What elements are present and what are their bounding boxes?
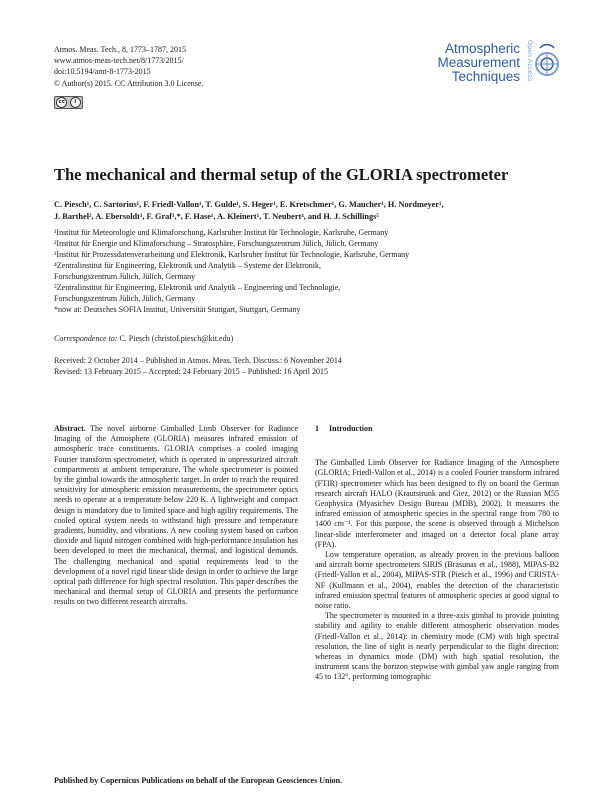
- abstract-text: The novel airborne Gimballed Limb Observer for Radiance Imaging of the Atmosphere (GLORIA) measures infrared emission of atmospheric trace constituents. GLORIA comprises a cooled imaging Fourier transform spectrometer, which is operated in unpressurized aircraft compartments at ambient temperature. The whole spectrometer is pointed by the gimbal towards the atmospheric target. In order to reach the required sensitivity for atmospheric emission measurements, the spectrometer optics needs to operate at a temperature below 220 K. A lightweight and compact design is mandatory due to limited space and high agility requirements. The cooled optical system needs to withstand high pressure and temperature gradients, humidity, and vibrations. A new cooling system based on carbon dioxide and liquid nitrogen combined with high-performance insulation has been developed to meet the mechanical, thermal, and logistical demands. The challenging mechanical and spatial requirements lead to the development of a novel rigid linear slide design in order to achieve the large optical path difference for high spectral resolution. This paper describes the mechanical and thermal setup of GLORIA and presents the performance results on two different research aircrafts.: [54, 424, 298, 607]
- journal-logo: [420, 38, 560, 96]
- section-title: Introduction: [329, 424, 373, 433]
- paper-title: The mechanical and thermal setup of the GLORIA spectrometer: [54, 165, 509, 184]
- abstract: [54, 424, 298, 608]
- cc-license-icon[interactable]: cc i: [54, 96, 83, 109]
- affiliation: ²Institut für Energie und Klimaforschung – Stratosphäre, Forschungszentrum Jülich, Jülich, Germany: [54, 239, 379, 248]
- authors-line-2: J. Barthel², A. Ebersoldt³, F. Graf¹,*, F. Hase¹, A. Kleinert¹, T. Neubert⁴, and H. J. Schillings⁵: [54, 211, 379, 221]
- affiliation: Forschungszentrum Jülich, Jülich, Germany: [54, 294, 196, 303]
- authors-line-1: C. Piesch¹, C. Sartorius¹, F. Friedl-Vallon¹, T. Gulde¹, S. Heger¹, E. Kretschmer¹, G. Maucher¹, H. Nordmeyer¹,: [54, 200, 444, 209]
- affiliations: [54, 227, 564, 315]
- section-number: 1: [315, 424, 319, 433]
- open-access-label: Open Access: [526, 40, 533, 82]
- correspondence-label: Correspondence to:: [54, 334, 118, 343]
- article-metadata: [54, 44, 203, 89]
- section-heading: [315, 424, 559, 434]
- journal-emblem-icon: [534, 38, 560, 90]
- doi[interactable]: doi:10.5194/amt-8-1773-2015: [54, 67, 151, 77]
- affiliation: ³Institut für Prozessdatenverarbeitung und Elektronik, Karlsruher Institut für Technologie, Karlsruhe, Germany: [54, 250, 410, 259]
- author-list: [54, 199, 564, 222]
- affiliation: Forschungszentrum Jülich, Jülich, Germany: [54, 272, 196, 281]
- affiliation: *now at: Deutsches SOFIA Institut, Universität Stuttgart, Stuttgart, Germany: [54, 305, 301, 314]
- correspondence: [54, 334, 233, 343]
- revised-date: Revised: 13 February 2015 – Accepted: 24 February 2015 – Published: 16 April 2015: [54, 367, 328, 377]
- affiliation: ¹Institut für Meteorologie und Klimaforschung, Karlsruher Institut für Technologie, Karlsruhe, Germany: [54, 228, 389, 237]
- abstract-label: Abstract.: [54, 424, 86, 433]
- publisher-footer: Published by Copernicus Publications on behalf of the European Geosciences Union.: [54, 776, 343, 785]
- paragraph: The spectrometer is mounted in a three-axis gimbal to provide pointing stability and agility to enable different atmospheric observation modes (Friedl-Vallon et al., 2014): in chemistry mode (CM) with high spectral resolution, the line of sight is nearly perpendicular to the flight direction; whereas in dynamics mode (DM) with high spatial resolution, the instrument scans the horizon stepwise with gimbal yaw angle ranging from 45 to 132°, performing tomographic: [315, 611, 559, 682]
- citation: Atmos. Meas. Tech., 8, 1773–1787, 2015: [54, 45, 186, 54]
- received-date: Received: 2 October 2014 – Published in Atmos. Meas. Tech. Discuss.: 6 November 2014: [54, 356, 342, 365]
- article-url[interactable]: www.atmos-meas-tech.net/8/1773/2015/: [54, 56, 184, 66]
- paragraph: Low temperature operation, as already proven in the previous balloon and aircraft borne spectrometers SIRIS (Brasunas et al., 1988), MIPAS-B2 (Friedl-Vallon et al., 2004), MIPAS-STR (Piesch et al., 1996) and CRISTA-NF (Kullmann et al., 2004), enables the detection of the characteristic infrared emission spectral features of atmospheric species at good signal to noise ratio.: [315, 550, 559, 611]
- introduction-section: [315, 424, 559, 683]
- license: © Author(s) 2015. CC Attribution 3.0 License.: [54, 78, 204, 88]
- affiliation: ⁴Zentralinstitut für Engineering, Elektronik und Analytik – Systeme der Elektronik,: [54, 261, 321, 270]
- paragraph: The Gimballed Limb Observer for Radiance Imaging of the Atmosphere (GLORIA; Friedl-Vallon et al., 2014) is a cooled Fourier transform infrared (FTIR) spectrometer which has been designed to fly on board the German research aircraft HALO (Krautstrunk and Giez, 2012) or the Russian M55 Geophysica (Myasichev Design Bureau (MDB), 2002). It measures the infrared emission of atmospheric species in the spectral range from 780 to 1400 cm⁻¹. For this purpose, the scene is observed through a Michelson linear-slide interferometer and imaged on a detector focal plane array (FPA).: [315, 458, 559, 549]
- journal-name: Atmospheric Measurement Techniques: [437, 41, 520, 84]
- publication-dates: [54, 355, 342, 378]
- affiliation: ⁵Zentralinstitut für Engineering, Elektronik und Analytik – Engineering und Technologie,: [54, 283, 341, 292]
- correspondence-contact[interactable]: C. Piesch (christof.piesch@kit.edu): [117, 334, 234, 343]
